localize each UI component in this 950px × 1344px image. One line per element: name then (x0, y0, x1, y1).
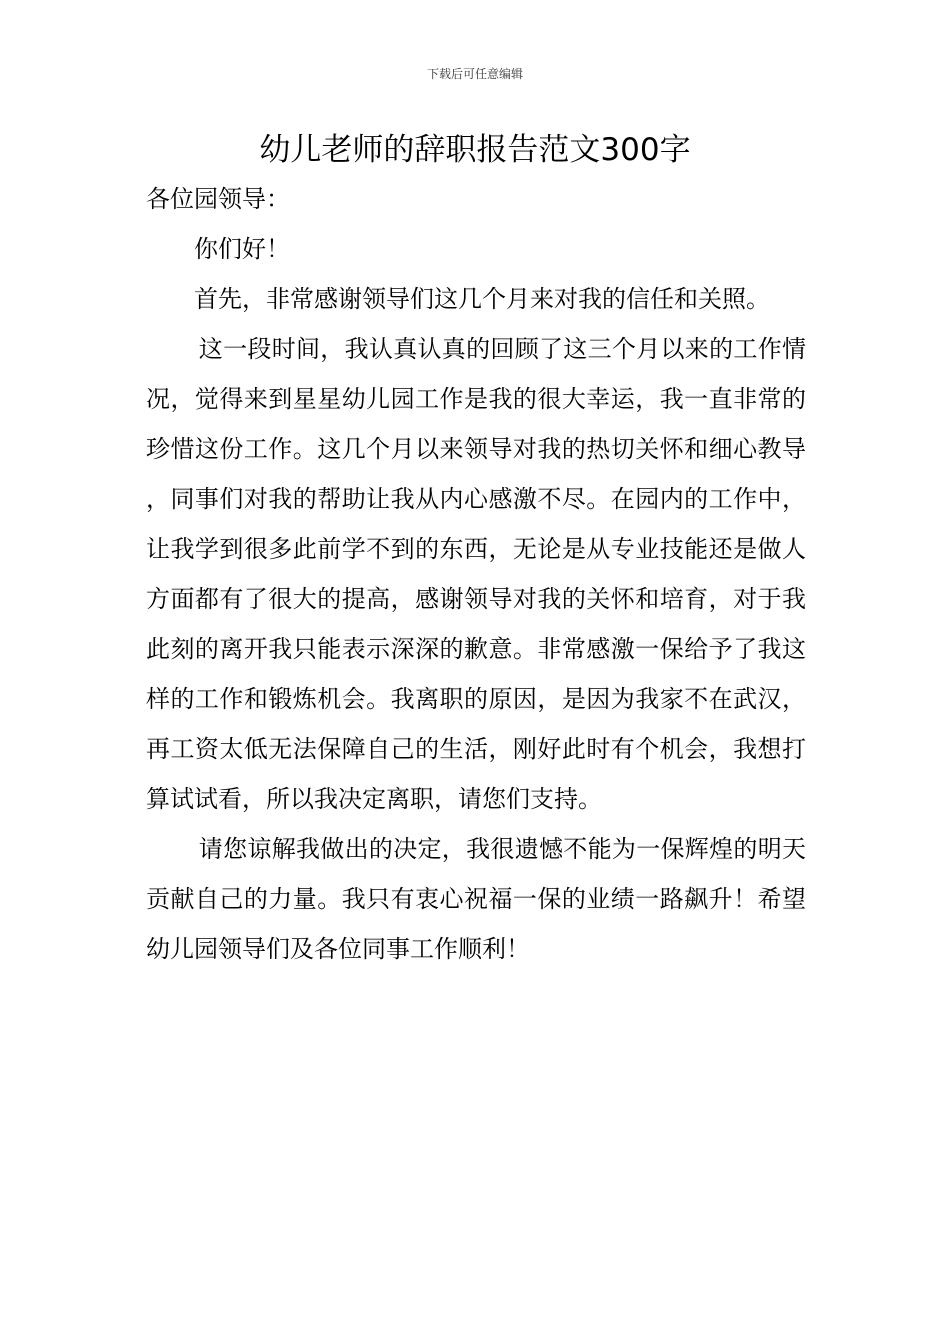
header-note: 下载后可任意编辑 (426, 67, 523, 81)
paragraph-thanks: 首先，非常感谢领导们这几个月来对我的信任和关照。 (194, 285, 770, 313)
greeting: 你们好！ (194, 235, 290, 263)
salutation: 各位园领导： (146, 185, 290, 213)
document-body (146, 174, 806, 974)
paragraph-reason: 这一段时间，我认真认真的回顾了这三个月以来的工作情况，觉得来到星星幼儿园工作是我的很大幸运，我一直非常的珍惜这份工作。这几个月以来领导对我的热切关怀和细心教导，同事们对我的帮助让我从内心感激不尽。在园内的工作中，让我学到很多此前学不到的东西，无论是从专业技能还是做人方面都有了很大的提高，感谢领导对我的关怀和培育，对于我此刻的离开我只能表示深深的歉意。非常感激一保给予了我这样的工作和锻炼机会。我离职的原因，是因为我家不在武汉，再工资太低无法保障自己的生活，刚好此时有个机会，我想打算试试看，所以我决定离职，请您们支持。 (146, 335, 806, 813)
document-title: 幼儿老师的辞职报告范文300字 (259, 132, 691, 168)
paragraph-closing: 请您谅解我做出的决定，我很遗憾不能为一保辉煌的明天贡献自己的力量。我只有衷心祝福一保的业绩一路飙升！希望幼儿园领导们及各位同事工作顺利！ (146, 835, 806, 963)
